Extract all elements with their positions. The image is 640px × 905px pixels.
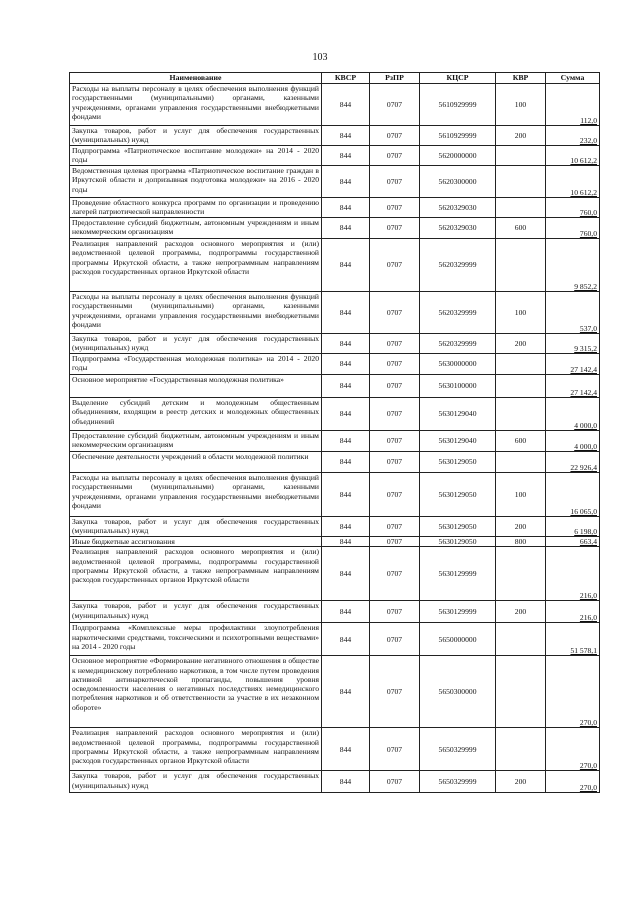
row-name: Реализация направлений расходов основного мероприятия и (или) ведомственной целевой программы, подпрограммы государственной программы Иркутской области, а также непрограммным направлениям расходов государственных органов Иркутской области — [70, 728, 322, 771]
row-kvr — [496, 398, 546, 431]
row-sum — [546, 431, 600, 452]
table-row — [70, 656, 600, 728]
table-row — [70, 431, 600, 452]
row-name: Подпрограмма «Патриотическое воспитание молодежи» на 2014 - 2020 годы — [70, 146, 322, 166]
row-sum — [546, 354, 600, 375]
row-sum — [546, 334, 600, 354]
row-sum-value: 9 315,2 — [574, 343, 597, 353]
row-kvsr: 844 — [322, 623, 370, 656]
row-kvr — [496, 375, 546, 398]
header-kvr: КВР — [496, 73, 546, 84]
table-row — [70, 517, 600, 537]
row-name: Основное мероприятие «Формирование негативного отношения в обществе к немедицинскому потреблению наркотиков, в том числе путем проведения активной антинаркотической пропаганды, повышения уровня осведомленности населения о негативных последствиях немедицинского потребления наркотиков и об ответственности за участие в их незаконном обороте» — [70, 656, 322, 728]
row-name: Обеспечение деятельности учреждений в области молодежной политики — [70, 452, 322, 473]
row-rzpr: 0707 — [370, 398, 420, 431]
row-rzpr: 0707 — [370, 623, 420, 656]
row-sum — [546, 771, 600, 793]
row-rzpr: 0707 — [370, 239, 420, 292]
row-kvr — [496, 354, 546, 375]
table-row — [70, 728, 600, 771]
row-kvr — [496, 146, 546, 166]
row-rzpr: 0707 — [370, 771, 420, 793]
row-sum — [546, 656, 600, 728]
row-sum-value: 27 142,4 — [570, 387, 597, 397]
row-sum — [546, 623, 600, 656]
table-row — [70, 354, 600, 375]
row-kvsr: 844 — [322, 656, 370, 728]
row-rzpr: 0707 — [370, 473, 420, 517]
row-kvsr: 844 — [322, 771, 370, 793]
row-kcsr: 5650000000 — [420, 623, 496, 656]
row-name: Основное мероприятие «Государственная молодежная политика» — [70, 375, 322, 398]
row-sum-value: 10 612,2 — [570, 155, 597, 165]
row-kvr: 200 — [496, 126, 546, 146]
row-kvr — [496, 198, 546, 218]
budget-table — [69, 72, 600, 793]
row-sum — [546, 239, 600, 292]
row-kvr: 100 — [496, 84, 546, 126]
row-rzpr: 0707 — [370, 452, 420, 473]
row-kvsr: 844 — [322, 146, 370, 166]
row-sum — [546, 452, 600, 473]
row-rzpr: 0707 — [370, 431, 420, 452]
row-kvr — [496, 656, 546, 728]
row-sum — [546, 547, 600, 601]
header-name: Наименование — [70, 73, 322, 84]
table-row — [70, 473, 600, 517]
row-sum-value: 112,0 — [580, 115, 597, 125]
row-name: Ведомственная целевая программа «Патриотическое воспитание граждан в Иркутской области и допризывная подготовка молодежи» на 2016 - 2020 годы — [70, 166, 322, 198]
row-kvr: 600 — [496, 431, 546, 452]
row-kcsr: 5610929999 — [420, 84, 496, 126]
row-name: Закупка товаров, работ и услуг для обеспечения государственных (муниципальных) нужд — [70, 601, 322, 623]
row-rzpr: 0707 — [370, 354, 420, 375]
row-rzpr: 0707 — [370, 292, 420, 334]
row-kvsr: 844 — [322, 398, 370, 431]
row-kvsr: 844 — [322, 84, 370, 126]
row-name: Закупка товаров, работ и услуг для обеспечения государственных (муниципальных) нужд — [70, 771, 322, 793]
row-sum-value: 216,0 — [579, 591, 597, 600]
row-kvsr: 844 — [322, 728, 370, 771]
row-kvr: 100 — [496, 473, 546, 517]
row-kvr: 200 — [496, 771, 546, 793]
table-row — [70, 218, 600, 239]
row-sum-value: 216,0 — [579, 613, 597, 622]
row-sum — [546, 146, 600, 166]
row-kvsr: 844 — [322, 292, 370, 334]
row-kcsr: 5620329999 — [420, 292, 496, 334]
row-sum — [546, 166, 600, 198]
header-kcsr: КЦСР — [420, 73, 496, 84]
row-kcsr: 5630129040 — [420, 398, 496, 431]
row-rzpr: 0707 — [370, 198, 420, 218]
row-kvsr: 844 — [322, 239, 370, 292]
header-kvsr: КВСР — [322, 73, 370, 84]
row-kcsr: 5620329999 — [420, 239, 496, 292]
row-kcsr: 5620329999 — [420, 334, 496, 354]
row-kcsr: 5650329999 — [420, 728, 496, 771]
row-name: Выделение субсидий детским и молодежным общественным объединениям, входящим в реестр детских и молодежных общественных объединений — [70, 398, 322, 431]
row-sum — [546, 84, 600, 126]
row-name: Проведение областного конкурса программ по организации и проведению лагерей патриотической направленности — [70, 198, 322, 218]
row-rzpr: 0707 — [370, 547, 420, 601]
row-kcsr: 5610929999 — [420, 126, 496, 146]
row-kcsr: 5630129040 — [420, 431, 496, 452]
row-kvr — [496, 623, 546, 656]
row-kvr — [496, 239, 546, 292]
row-kvsr: 844 — [322, 126, 370, 146]
header-sum: Сумма — [546, 73, 600, 84]
table-row — [70, 292, 600, 334]
row-rzpr: 0707 — [370, 218, 420, 239]
header-rzpr: РзПР — [370, 73, 420, 84]
row-rzpr: 0707 — [370, 537, 420, 547]
row-name: Реализация направлений расходов основного мероприятия и (или) ведомственной целевой программы, подпрограммы государственной программы Иркутской области, а также непрограммным направлениям расходов государственных органов Иркутской области — [70, 547, 322, 601]
row-kvr: 800 — [496, 537, 546, 547]
table-row — [70, 84, 600, 126]
row-sum-value: 4 000,0 — [574, 420, 597, 430]
row-kcsr: 5630129050 — [420, 452, 496, 473]
row-kcsr: 5620329030 — [420, 218, 496, 239]
row-kvsr: 844 — [322, 473, 370, 517]
row-name: Реализация направлений расходов основного мероприятия и (или) ведомственной целевой программы, подпрограммы государственной программы Иркутской области, а также непрограммным направлениям расходов государственных органов Иркутской области — [70, 239, 322, 292]
row-sum — [546, 292, 600, 334]
table-row — [70, 126, 600, 146]
row-sum-value: 663,4 — [579, 537, 597, 546]
table-row — [70, 198, 600, 218]
row-kvsr: 844 — [322, 547, 370, 601]
row-sum-value: 270,0 — [579, 783, 597, 792]
row-kvr: 200 — [496, 517, 546, 537]
row-kvsr: 844 — [322, 334, 370, 354]
table-row — [70, 239, 600, 292]
row-sum-value: 760,0 — [579, 207, 597, 217]
row-kcsr: 5650329999 — [420, 771, 496, 793]
row-sum — [546, 473, 600, 517]
table-row — [70, 601, 600, 623]
row-kcsr: 5620329030 — [420, 198, 496, 218]
row-kvsr: 844 — [322, 354, 370, 375]
row-sum — [546, 398, 600, 431]
row-kcsr: 5630129999 — [420, 601, 496, 623]
row-sum — [546, 517, 600, 537]
row-kcsr: 5630129999 — [420, 547, 496, 601]
table-row — [70, 146, 600, 166]
row-kcsr: 5630000000 — [420, 354, 496, 375]
row-rzpr: 0707 — [370, 84, 420, 126]
row-kcsr: 5650300000 — [420, 656, 496, 728]
row-kvsr: 844 — [322, 198, 370, 218]
row-kvsr: 844 — [322, 431, 370, 452]
row-sum-value: 537,0 — [579, 323, 597, 333]
row-name: Расходы на выплаты персоналу в целях обеспечения выполнения функций государственными (муниципальными) органами, казенными учреждениями, органами управления государственными внебюджетными фондами — [70, 473, 322, 517]
row-kcsr: 5630129050 — [420, 473, 496, 517]
row-kvr — [496, 547, 546, 601]
row-sum — [546, 218, 600, 239]
row-sum-value: 760,0 — [579, 228, 597, 238]
row-name: Подпрограмма «Комплексные меры профилактики злоупотребления наркотическими средствами, токсическими и психотропными веществами» на 2014 - 2020 годы — [70, 623, 322, 656]
table-row — [70, 547, 600, 601]
row-sum-value: 10 612,2 — [570, 187, 597, 197]
table-row — [70, 452, 600, 473]
row-sum-value: 232,0 — [579, 135, 597, 145]
row-sum-value: 270,0 — [579, 718, 597, 727]
row-kcsr: 5630129050 — [420, 537, 496, 547]
row-sum — [546, 375, 600, 398]
row-name: Закупка товаров, работ и услуг для обеспечения государственных (муниципальных) нужд — [70, 126, 322, 146]
table-row — [70, 166, 600, 198]
row-rzpr: 0707 — [370, 334, 420, 354]
row-kvr — [496, 166, 546, 198]
row-kcsr: 5630100000 — [420, 375, 496, 398]
row-kvr — [496, 452, 546, 473]
page-number: 103 — [312, 52, 328, 63]
row-rzpr: 0707 — [370, 146, 420, 166]
row-rzpr: 0707 — [370, 126, 420, 146]
row-kvr: 200 — [496, 601, 546, 623]
row-rzpr: 0707 — [370, 728, 420, 771]
row-kvsr: 844 — [322, 166, 370, 198]
row-sum-value: 27 142,4 — [570, 364, 597, 374]
row-rzpr: 0707 — [370, 656, 420, 728]
row-kcsr: 5630129050 — [420, 517, 496, 537]
row-name: Расходы на выплаты персоналу в целях обеспечения выполнения функций государственными (муниципальными) органами, казенными учреждениями, органами управления государственными внебюджетными фондами — [70, 292, 322, 334]
table-row — [70, 334, 600, 354]
row-sum-value: 6 198,0 — [574, 526, 597, 536]
row-name: Предоставление субсидий бюджетным, автономным учреждениям и иным некоммерческим организациям — [70, 431, 322, 452]
row-kcsr: 5620300000 — [420, 166, 496, 198]
row-kvr: 100 — [496, 292, 546, 334]
row-sum — [546, 198, 600, 218]
row-sum-value: 22 926,4 — [570, 462, 597, 472]
row-kvsr: 844 — [322, 375, 370, 398]
row-kvr: 600 — [496, 218, 546, 239]
row-sum-value: 9 852,2 — [574, 281, 597, 291]
row-rzpr: 0707 — [370, 375, 420, 398]
row-rzpr: 0707 — [370, 517, 420, 537]
row-sum-value: 16 065,0 — [570, 506, 597, 516]
table-row — [70, 537, 600, 547]
row-kvsr: 844 — [322, 218, 370, 239]
table-row — [70, 623, 600, 656]
row-sum — [546, 601, 600, 623]
row-name: Закупка товаров, работ и услуг для обеспечения государственных (муниципальных) нужд — [70, 517, 322, 537]
row-kvsr: 844 — [322, 601, 370, 623]
row-kvsr: 844 — [322, 537, 370, 547]
table-row — [70, 398, 600, 431]
row-name: Расходы на выплаты персоналу в целях обеспечения выполнения функций государственными (муниципальными) органами, казенными учреждениями, органами управления государственными внебюджетными фондами — [70, 84, 322, 126]
row-kvsr: 844 — [322, 517, 370, 537]
table-row — [70, 375, 600, 398]
row-sum-value: 51 578,1 — [570, 646, 597, 655]
row-sum — [546, 537, 600, 547]
row-sum-value: 270,0 — [579, 761, 597, 770]
row-sum — [546, 126, 600, 146]
table-row — [70, 771, 600, 793]
row-sum-value: 4 000,0 — [574, 441, 597, 451]
row-rzpr: 0707 — [370, 166, 420, 198]
row-sum — [546, 728, 600, 771]
row-kcsr: 5620000000 — [420, 146, 496, 166]
row-name: Иные бюджетные ассигнования — [70, 537, 322, 547]
row-name: Подпрограмма «Государственная молодежная политика» на 2014 - 2020 годы — [70, 354, 322, 375]
row-kvr — [496, 728, 546, 771]
row-rzpr: 0707 — [370, 601, 420, 623]
row-name: Закупка товаров, работ и услуг для обеспечения государственных (муниципальных) нужд — [70, 334, 322, 354]
row-kvr: 200 — [496, 334, 546, 354]
row-name: Предоставление субсидий бюджетным, автономным учреждениям и иным некоммерческим организациям — [70, 218, 322, 239]
table-header-row — [70, 73, 600, 84]
row-kvsr: 844 — [322, 452, 370, 473]
